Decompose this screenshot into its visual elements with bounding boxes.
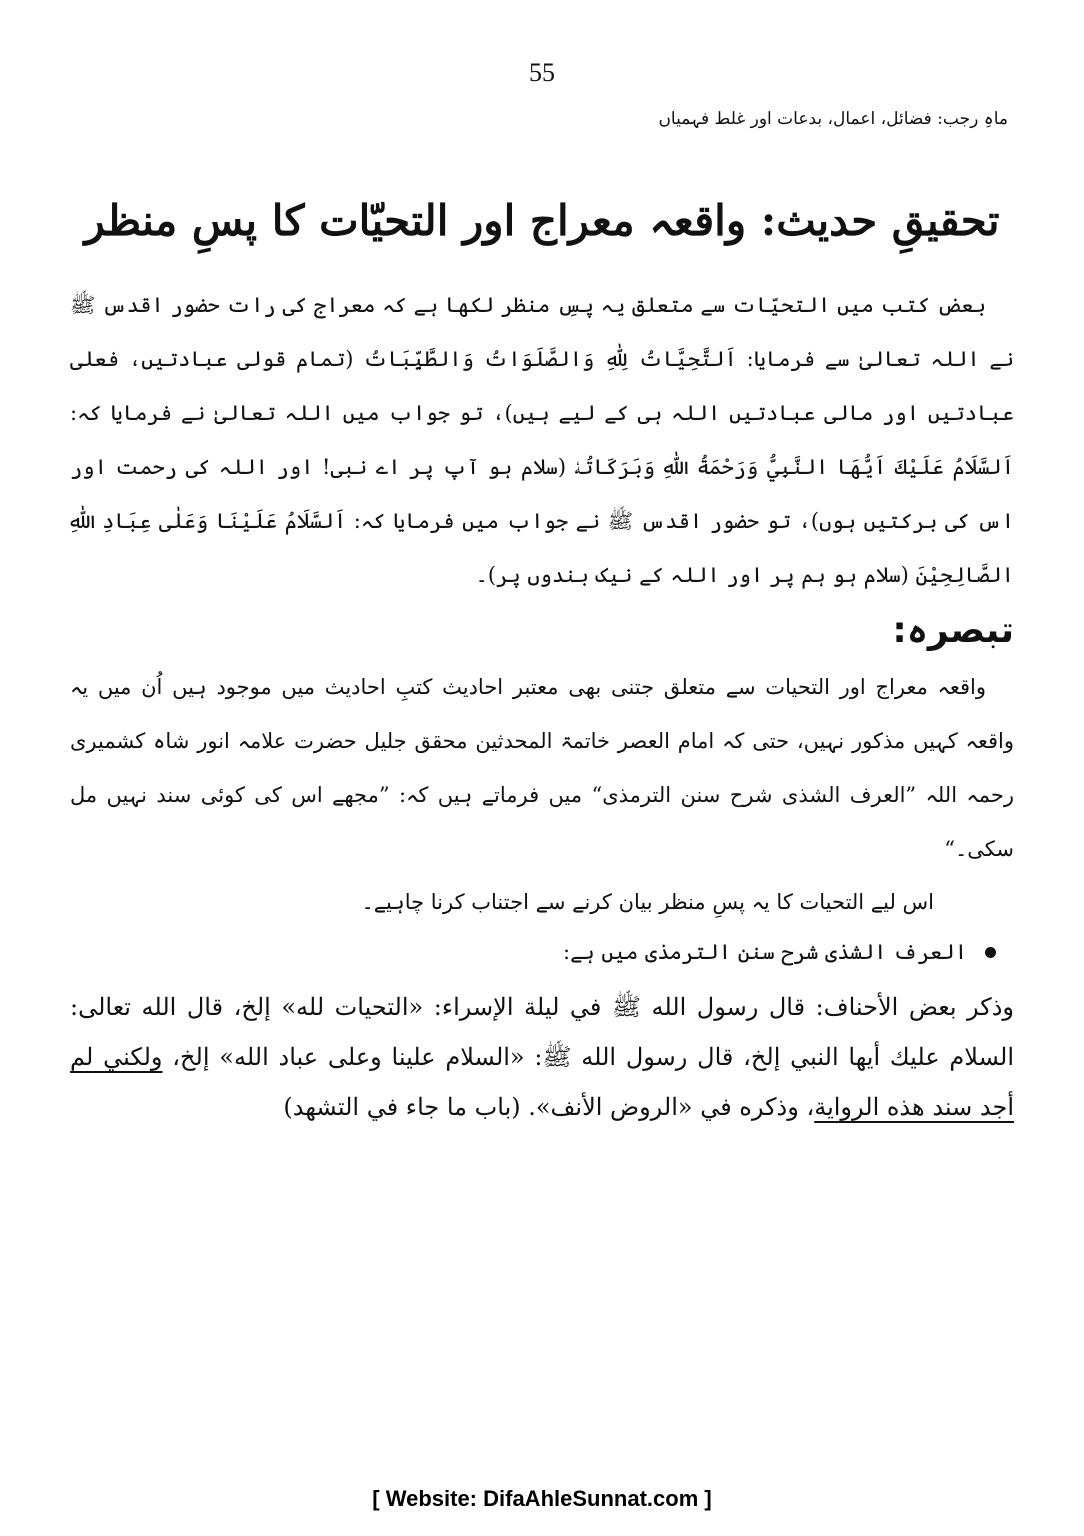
arabic-quote-end: ، وذكره في «الروض الأنف». (باب ما جاء في التشهد): [283, 1093, 815, 1121]
intro-paragraph: بعض کتب میں التحیّات سے متعلق یہ پسِ منظر لکھا ہے کہ معراج کی رات حضور اقدس ﷺ نے اللہ تعالیٰ سے فرمایا: اَلتَّحِيَّاتُ لِلّٰهِ وَالصَّلَوَاتُ وَالطَّيِّبَاتُ (تمام قولی عبادتیں، فعلی عبادتیں اور مالی عبادتیں اللہ ہی کے لیے ہیں)، تو جواب میں اللہ تعالیٰ نے فرمایا کہ: اَلسَّلَامُ عَلَيْكَ اَيُّهَا النَّبِيُّ وَرَحْمَةُ اللّٰهِ وَبَرَكَاتُهٗ (سلام ہو آپ پر اے نبی! اور اللہ کی رحمت اور اس کی برکتیں ہوں)، تو حضور اقدس ﷺ نے جواب میں فرمایا کہ: اَلسَّلَامُ عَلَيْنَا وَعَلٰى عِبَادِ اللّٰهِ الصَّالِحِيْنَ (سلام ہو ہم پر اور اللہ کے نیک بندوں پر)۔: [70, 293, 1014, 587]
page-content: [70, 278, 1014, 1132]
review-paragraph: واقعہ معراج اور التحیات سے متعلق جتنی بھی معتبر احادیث کتبِ احادیث میں موجود ہیں اُن میں یہ واقعہ کہیں مذکور نہیں، حتی کہ امام العصر خاتمۃ المحدثین محقق جلیل حضرت علامہ انور شاہ کشمیری رحمہ اللہ ”العرف الشذی شرح سنن الترمذی“ میں فرماتے ہیں کہ: ”مجھے اس کی کوئی سند نہیں مل سکی۔“: [70, 675, 1014, 861]
reference-bullet-text: العرف الشذی شرح سنن الترمذی میں ہے:: [563, 940, 967, 964]
running-header: ماہِ رجب: فضائل، اعمال، بدعات اور غلط فہمیاں: [658, 109, 1008, 129]
page-number: 55: [529, 58, 555, 87]
bullet-icon: [985, 947, 996, 958]
review-heading: تبصرہ:: [892, 610, 1014, 651]
conclusion-line: اس لیے التحیات کا یہ پسِ منظر بیان کرنے سے اجتناب کرنا چاہیے۔: [361, 890, 934, 914]
arabic-quote-underlined: ولكني لم أجد سند هذه الرواية: [70, 1043, 1014, 1121]
reference-bullet-item: [70, 928, 1014, 976]
website-footer: [ Website: DifaAhleSunnat.com ]: [372, 1486, 712, 1511]
arabic-quote: [70, 982, 1014, 1132]
chapter-title: تحقیقِ حدیث: واقعہ معراج اور التحیّات کا پسِ منظر: [84, 196, 1000, 246]
arabic-quote-start: وذكر بعض الأحناف: قال رسول الله ﷺ في ليلة الإسراء: «التحيات لله» إلخ، قال الله تعالى: السلام عليك أيها النبي إلخ، قال رسول الله ﷺ: «السلام علينا وعلى عباد الله» إلخ،: [70, 993, 1014, 1071]
